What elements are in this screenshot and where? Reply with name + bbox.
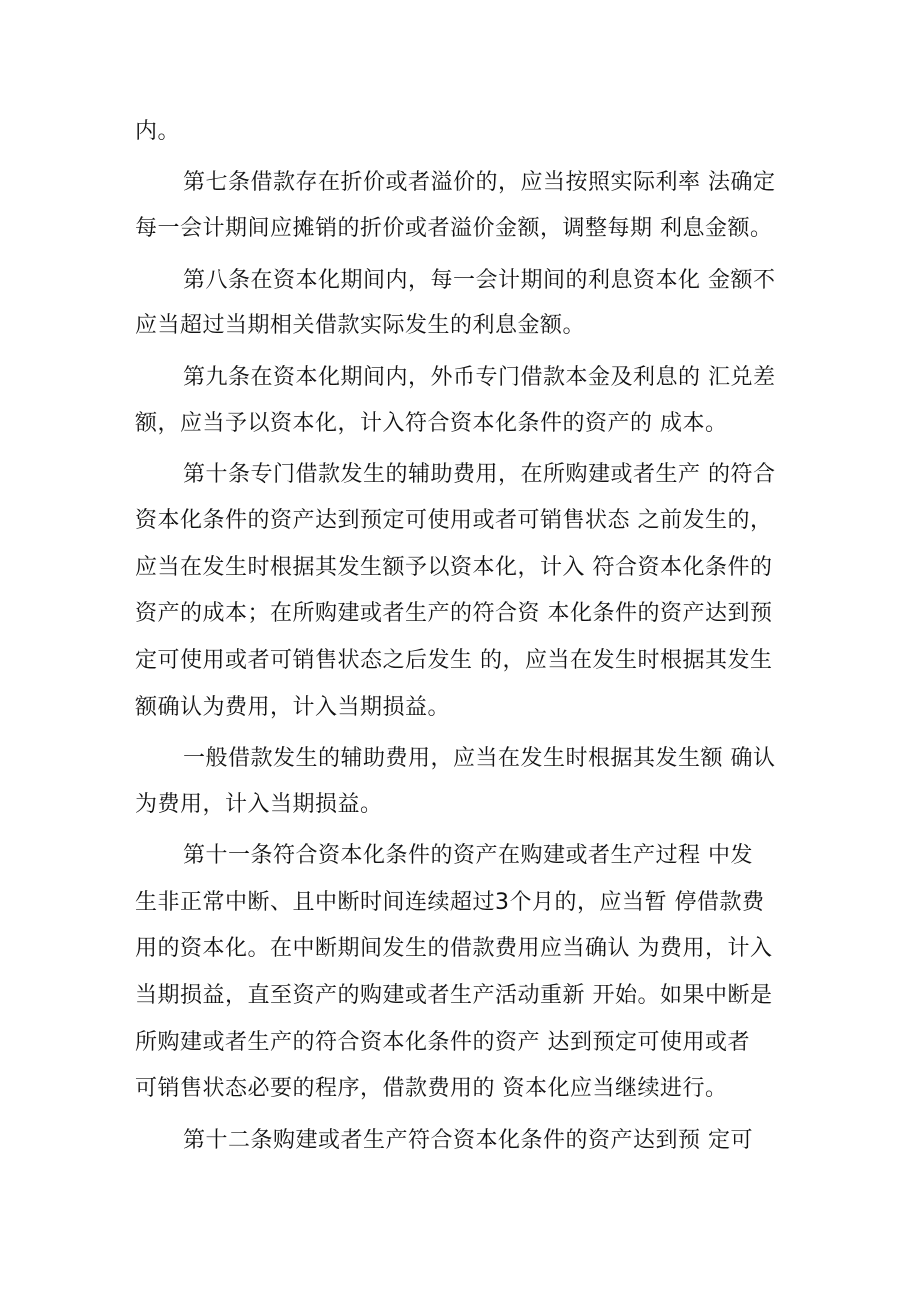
text-line: 可销售状态必要的程序，借款费用的 资本化应当继续进行。: [135, 1076, 728, 1101]
text-line: 所购建或者生产的符合资本化条件的资产 达到预定可使用或者: [135, 1030, 750, 1055]
text-line: 额，应当予以资本化，计入符合资本化条件的资产的 成本。: [135, 411, 728, 436]
text-line: 第十一条符合资本化条件的资产在购建或者生产过程 中发: [183, 843, 753, 868]
text-line: 应当在发生时根据其发生额予以资本化，计入 符合资本化条件的: [135, 555, 773, 580]
text-line: 为费用，计入当期损益。: [135, 792, 383, 817]
text-line: 生非正常中断、且中断时间连续超过3个月的，应当暂 停借款费: [135, 890, 765, 915]
text-line: 应当超过当期相关借款实际发生的利息金额。: [135, 313, 586, 338]
text-line: 额确认为费用，计入当期损益。: [135, 695, 451, 720]
text-line: 资产的成本；在所购建或者生产的符合资 本化条件的资产达到预: [135, 601, 773, 626]
text-line: 第十条专门借款发生的辅助费用，在所购建或者生产 的符合: [183, 462, 776, 487]
text-line: 定可使用或者可销售状态之后发生 的，应当在发生时根据其发生: [135, 648, 773, 673]
text-line: 资本化条件的资产达到预定可使用或者可销售状态 之前发生的，: [135, 508, 773, 533]
text-line: 用的资本化。在中断期间发生的借款费用应当确认 为费用，计入: [135, 936, 773, 961]
text-line: 第七条借款存在折价或者溢价的，应当按照实际利率 法确定: [183, 170, 776, 195]
text-line: 第十二条购建或者生产符合资本化条件的资产达到预 定可: [183, 1128, 753, 1153]
text-line: 第九条在资本化期间内，外币专门借款本金及利息的 汇兑差: [183, 365, 776, 390]
text-line: 内。: [135, 119, 181, 144]
text-line: 当期损益，直至资产的购建或者生产活动重新 开始。如果中断是: [135, 983, 773, 1008]
text-line: 一般借款发生的辅助费用，应当在发生时根据其发生额 确认: [183, 746, 776, 771]
text-line: 第八条在资本化期间内，每一会计期间的利息资本化 金额不: [183, 268, 776, 293]
text-line: 每一会计期间应摊销的折价或者溢价金额，调整每期 利息金额。: [135, 216, 773, 241]
